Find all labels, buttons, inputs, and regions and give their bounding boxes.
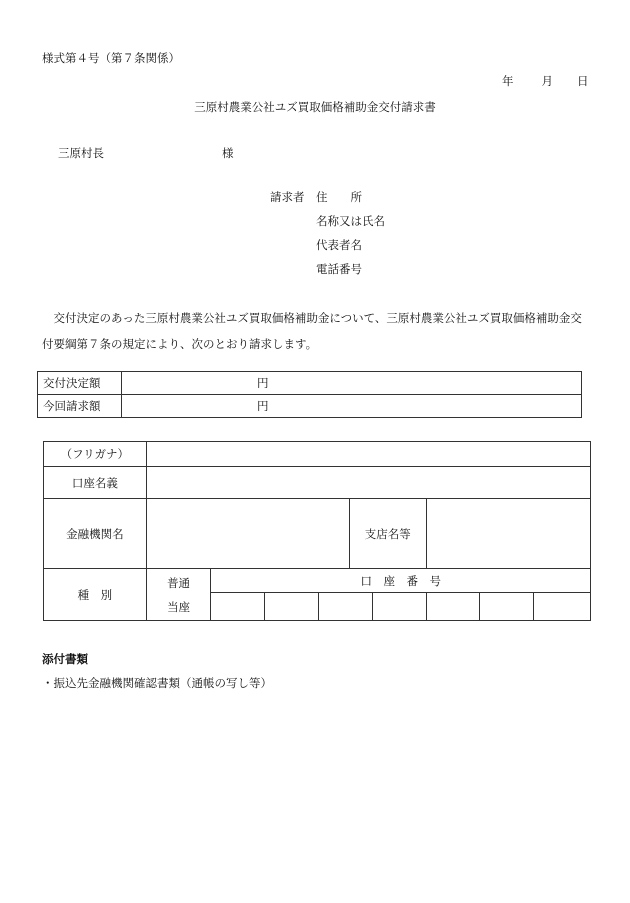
institution-label: 金融機関名 [44,499,147,569]
account-digit-7[interactable] [534,593,591,621]
table-row [44,569,591,593]
request-body-text: 交付決定のあった三原村農業公社ユズ買取価格補助金について、三原村農業公社ユズ買取価格補助金交付要綱第７条の規定により、次のとおり請求します。 [42,311,582,351]
branch-field[interactable] [426,499,590,569]
decided-amount-label: 交付決定額 [38,372,122,395]
account-digit-2[interactable] [265,593,319,621]
requester-label: 請求者 [270,190,305,204]
account-type-label: 種 別 [44,569,147,621]
account-name-label: 口座名義 [44,467,147,499]
requested-amount-field[interactable]: 円 [122,395,582,418]
attachments-heading: 添付書類 [42,652,88,666]
amount-table [37,371,582,418]
account-type-current[interactable]: 当座 [167,599,191,614]
recipient-honorific: 様 [222,146,234,160]
account-name-field[interactable] [146,467,590,499]
date-month: 月 [541,74,553,88]
bank-account-table [43,441,591,621]
requester-address-label: 住 所 [316,190,362,204]
account-type-options[interactable] [146,569,211,621]
date-day: 日 [577,74,589,88]
requested-amount-label: 今回請求額 [38,395,122,418]
requester-name-label: 名称又は氏名 [316,214,385,228]
date-line [502,74,589,88]
furigana-label: （フリガナ） [44,442,147,467]
recipient-name: 三原村長 [58,146,104,160]
table-row [38,372,582,395]
document-title: 三原村農業公社ユズ買取価格補助金交付請求書 [194,100,436,114]
account-number-label: 口 座 番 号 [211,569,591,593]
table-row [38,395,582,418]
recipient-line [58,146,234,160]
furigana-field[interactable] [146,442,590,467]
branch-label: 支店名等 [349,499,426,569]
account-digit-4[interactable] [372,593,426,621]
account-digit-5[interactable] [426,593,480,621]
table-row [44,499,591,569]
form-number-label: 様式第４号（第７条関係） [42,51,180,65]
requester-phone-label: 電話番号 [316,262,362,276]
table-row [44,442,591,467]
institution-field[interactable] [146,499,349,569]
account-digit-3[interactable] [319,593,373,621]
account-digit-6[interactable] [480,593,534,621]
account-digit-1[interactable] [211,593,265,621]
requester-representative-label: 代表者名 [316,238,362,252]
table-row [44,467,591,499]
attachment-item: ・振込先金融機関確認書類（通帳の写し等） [42,676,272,690]
account-type-ordinary[interactable]: 普通 [167,575,191,590]
date-year: 年 [502,74,514,88]
decided-amount-field[interactable]: 円 [122,372,582,395]
